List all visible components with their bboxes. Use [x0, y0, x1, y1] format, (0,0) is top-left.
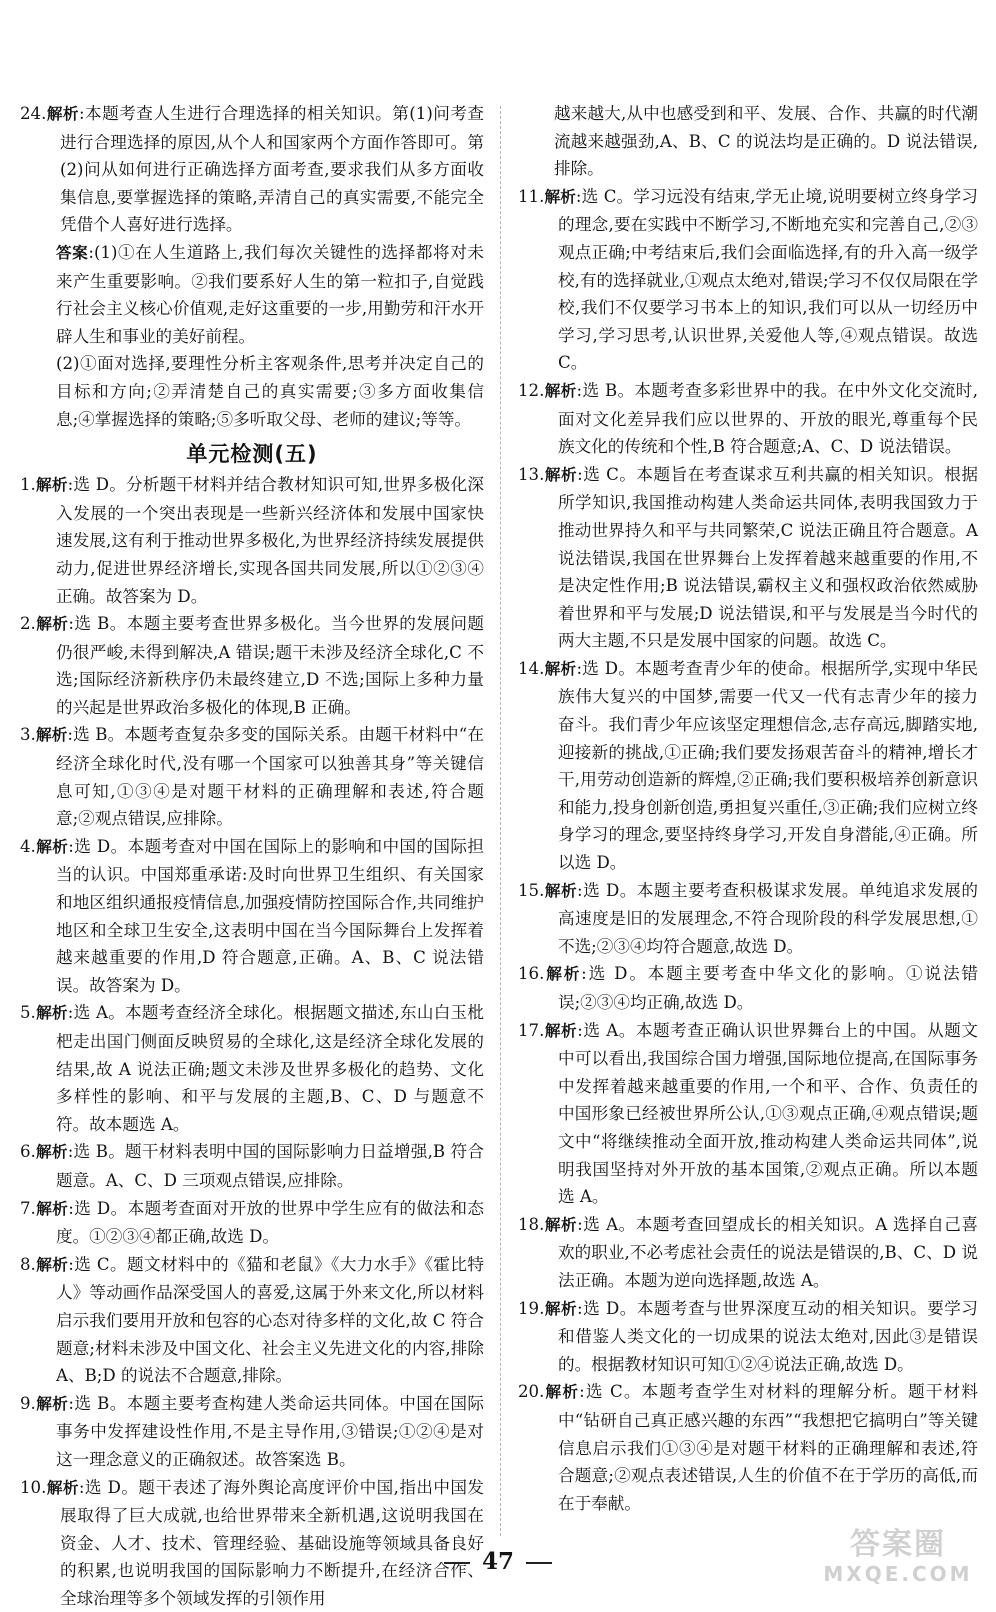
item-number: 20.	[518, 1382, 544, 1401]
answer-item-15	[518, 877, 978, 961]
answer-item-1	[20, 471, 484, 610]
analysis-text: :选 D。分析题干材料并结合教材知识可知,世界多极化深入发展的一个突出表现是一些新兴经济体和发展中国家快速发展,这有利于推动世界多极化,为世界经济持续发展提供动力,促进世界经济增长,实现各国共同发展,所以①②③④正确。故答案为 D。	[56, 475, 484, 605]
item-number: 18.	[518, 1215, 544, 1234]
item-number: 17.	[518, 1021, 544, 1040]
right-column	[518, 100, 978, 1517]
analysis-text: :选 D。本题考查青少年的使命。根据所学,实现中华民族伟大复兴的中国梦,需要一代又一代有志青少年的接力奋斗。我们青少年应该坚定理想信念,志存高远,脚踏实地,迎接新的挑战,①正确;我们要发扬艰苦奋斗的精神,增长才干,用劳动创造新的辉煌,②正确;我们要积极培养创新意识和能力,投身创新创造,勇担复兴重任,③正确;我们应树立终身学习的理念,要坚持终身学习,开发自身潜能,④正确。所以选 D。	[558, 659, 978, 872]
answer-label: 答案	[56, 244, 88, 262]
item-number: 13.	[518, 465, 544, 484]
item-number: 11.	[518, 187, 544, 206]
analysis-label: 解析	[36, 1200, 68, 1218]
answer-item-10	[20, 1474, 484, 1612]
item-number: 16.	[518, 964, 544, 983]
analysis-text: :选 B。本题考查多彩世界中的我。在中外文化交流时,面对文化差异我们应以世界的、开放的眼光,尊重每个民族文化的传统和个性,B 符合题意;A、C、D 说法错误。	[558, 381, 978, 456]
answer-item-14	[518, 655, 978, 877]
analysis-label: 解析	[36, 476, 68, 494]
answer-item-5	[20, 999, 484, 1138]
answer-item-8	[20, 1251, 484, 1390]
footer-dash-left	[444, 1562, 470, 1564]
item-number: 3.	[20, 725, 36, 744]
item-number: 19.	[518, 1299, 544, 1318]
answer-item-6	[20, 1138, 484, 1194]
analysis-text: :选 D。本题主要考查中华文化的影响。①说法错误;②③④均正确,故选 D。	[558, 964, 978, 1012]
analysis-label: 解析	[36, 726, 68, 744]
analysis-label: 解析	[544, 188, 576, 206]
item-number: 2.	[20, 614, 36, 633]
analysis-text: :选 C。本题考查学生对材料的理解分析。题干材料中“钻研自己真正感兴趣的东西”“我想把它搞明白”等关键信息启示我们①③④是对题干材料的正确理解和表述,符合题意;②观点表述错误,人生的价值不在于学历的高低,而在于奉献。	[558, 1382, 978, 1512]
analysis-label: 解析	[544, 1216, 577, 1234]
analysis-text: :选 D。本题考查对中国在国际上的影响和中国的国际担当的认识。中国郑重承诺:及时向世界卫生组织、有关国家和地区组织通报疫情信息,加强疫情防控国际合作,共同维护地区和全球卫生安全,这表明中国在当今国际舞台上发挥着越来越重要的作用,D 符合题意,正确。A、B、C 说法错误。故答案为 D。	[56, 837, 484, 995]
analysis-text: :选 D。本题考查与世界深度互动的相关知识。要学习和借鉴人类文化的一切成果的说法太绝对,因此③是错误的。根据教材知识可知①②④说法正确,故选 D。	[558, 1299, 978, 1374]
item-number: 4.	[20, 837, 36, 856]
analysis-label: 解析	[544, 1022, 577, 1040]
answer-item-24	[20, 100, 484, 239]
answer-item-2	[20, 610, 484, 721]
analysis-text: :选 A。本题考查回望成长的相关知识。A 选择自己喜欢的职业,不必考虑社会责任的说法是错误的,B、C、D 说法正确。本题为逆向选择题,故选 A。	[558, 1215, 978, 1290]
answer-item-13	[518, 461, 978, 655]
answer-item-12	[518, 377, 978, 461]
analysis-text: :选 A。本题考查正确认识世界舞台上的中国。从题文中可以看出,我国综合国力增强,国际地位提高,在国际事务中发挥着越来越重要的作用,一个和平、合作、负责任的中国形象已经被世界所公认,①③观点正确,④观点错误;题文中“将继续推动全面开放,推动构建人类命运共同体”,说明我国坚持对外开放的基本国策,②观点正确。所以本题选 A。	[558, 1021, 978, 1207]
analysis-label: 解析	[544, 466, 577, 484]
item-number: 10.	[20, 1478, 46, 1497]
analysis-label: 解析	[36, 1256, 68, 1274]
analysis-label: 解析	[36, 838, 68, 856]
analysis-label: 解析	[36, 615, 69, 633]
item-number: 12.	[518, 381, 544, 400]
answer-text-2: (2)①面对选择,要理性分析主客观条件,思考并决定自己的目标和方向;②弄清楚自己的真实需要;③多方面收集信息;④掌握选择的策略;⑤多听取父母、老师的建议;等等。	[56, 354, 484, 428]
analysis-text: :选 C。题文材料中的《猫和老鼠》《大力水手》《霍比特人》等动画作品深受国人的喜爱,这属于外来文化,所以材料启示我们要用开放和包容的心态对待多样的文化,故 C 符合题意;材料未涉及中国文化、社会主义先进文化的内容,排除 A、B;D 的说法不合题意,排除。	[56, 1255, 484, 1385]
analysis-text: :选 D。本题考查面对开放的世界中学生应有的做法和态度。①②③④都正确,故选 D。	[56, 1199, 484, 1247]
analysis-label: 解析	[544, 1300, 577, 1318]
item-number: 8.	[20, 1255, 36, 1274]
analysis-label: 解析	[544, 965, 581, 983]
answer-item-18	[518, 1211, 978, 1295]
item-number: 15.	[518, 881, 544, 900]
watermark-text-top: 答案圈	[818, 1528, 978, 1562]
answer-block-part2	[20, 350, 484, 433]
answer-block-part1	[20, 239, 484, 350]
answer-item-16	[518, 960, 978, 1016]
footer-dash-right	[526, 1562, 552, 1564]
analysis-label: 解析	[36, 1395, 69, 1413]
continuation-text: 越来越大,从中也感受到和平、发展、合作、共赢的时代潮流越来越强劲,A、B、C 的说法均是正确的。D 说法错误,排除。	[554, 104, 978, 178]
column-divider	[500, 106, 501, 1536]
answer-item-19	[518, 1295, 978, 1379]
item-number: 24.	[20, 104, 46, 123]
analysis-text: :选 B。本题考查复杂多变的国际关系。由题干材料中“在经济全球化时代,没有哪一个国家可以独善其身”等关键信息可知,①③④是对题干材料的正确理解和表述,符合题意;②观点错误,应排除。	[56, 725, 484, 828]
answer-item-4	[20, 833, 484, 1000]
answer-item-20	[518, 1378, 978, 1517]
analysis-label: 解析	[46, 1479, 78, 1497]
item-number: 5.	[20, 1003, 36, 1022]
answer-item-10-continued	[518, 100, 978, 183]
answer-item-9	[20, 1390, 484, 1474]
answer-item-17	[518, 1017, 978, 1211]
item-number: 7.	[20, 1199, 36, 1218]
analysis-text: :选 B。题干材料表明中国的国际影响力日益增强,B 符合题意。A、C、D 三项观点错误,应排除。	[56, 1142, 484, 1190]
analysis-label: 解析	[36, 1004, 68, 1022]
analysis-text: :选 C。学习远没有结束,学无止境,说明要树立终身学习的理念,要在实践中不断学习,不断地充实和完善自己,②③观点正确;中考结束后,我们会面临选择,有的升入高一级学校,有的选择就业,①观点太绝对,错误;学习不仅仅局限在学校,我们不仅要学习书本上的知识,我们可以从一切经历中学习,学习思考,认识世界,关爱他人等,④观点错误。故选 C。	[558, 187, 978, 373]
item-number: 14.	[518, 659, 544, 678]
analysis-text: :本题考查人生进行合理选择的相关知识。第(1)问考查进行合理选择的原因,从个人和国家两个方面作答即可。第(2)问从如何进行正确选择方面考查,要求我们从多方面收集信息,要掌握选择的策略,弄清自己的真实需要,不能完全凭借个人喜好进行选择。	[60, 104, 484, 234]
item-number: 9.	[20, 1394, 36, 1413]
item-number: 1.	[20, 475, 36, 494]
answer-text-1: :(1)①在人生道路上,我们每次关键性的选择都将对未来产生重要影响。②我们要系好人生的第一粒扣子,自觉践行社会主义核心价值观,走好这重要的一步,用勤劳和汗水开辟人生和事业的美好前程。	[56, 243, 484, 346]
answer-item-3	[20, 721, 484, 832]
page-number: 47	[482, 1548, 514, 1575]
analysis-text: :选 C。本题旨在考查谋求互利共赢的相关知识。根据所学知识,我国推动构建人类命运共同体,表明我国致力于推动世界持久和平与共同繁荣,C 说法正确且符合题意。A 说法错误,我国在世界舞台上发挥着越来越重要的作用,不是决定性作用;B 说法错误,霸权主义和强权政治依然威胁着世界和平与发展;D 说法错误,和平与发展是当今时代的两大主题,不只是发展中国家的问题。故选 C。	[558, 465, 978, 651]
analysis-text: :选 D。题干表述了海外舆论高度评价中国,指出中国发展取得了巨大成就,也给世界带来全新机遇,这说明我国在资金、人才、技术、管理经验、基础设施等领域具备良好的积累,也说明我国的国际影响力不断提升,在经济合作、全球治理等多个领域发挥的引领作用	[60, 1478, 484, 1608]
analysis-label: 解析	[544, 382, 576, 400]
analysis-label: 解析	[544, 660, 576, 678]
analysis-label: 解析	[36, 1143, 68, 1161]
analysis-label: 解析	[544, 1383, 579, 1401]
answer-item-11	[518, 183, 978, 377]
left-column	[20, 100, 484, 1612]
analysis-text: :选 B。本题主要考查世界多极化。当今世界的发展问题仍很严峻,未得到解决,A 错误;题干未涉及经济全球化,C 不选;国际经济新秩序仍未最终建立,D 不选;国际上多种力量的兴起是世界政治多极化的体现,B 正确。	[56, 614, 484, 717]
watermark-logo	[818, 1528, 978, 1592]
watermark-text-bottom: MXQE.COM	[818, 1562, 978, 1586]
analysis-text: :选 D。本题主要考查积极谋求发展。单纯追求发展的高速度是旧的发展理念,不符合现阶段的科学发展思想,①不选;②③④均符合题意,故选 D。	[558, 881, 978, 956]
analysis-text: :选 B。本题主要考查构建人类命运共同体。中国在国际事务中发挥建设性作用,不是主导作用,③错误;①②④是对这一理念意义的正确叙述。故答案选 B。	[56, 1394, 484, 1469]
analysis-label: 解析	[544, 882, 577, 900]
analysis-text: :选 A。本题考查经济全球化。根据题文描述,东山白玉枇杷走出国门侧面反映贸易的全球化,这是经济全球化发展的结果,故 A 说法正确;题文未涉及世界多极化的趋势、文化多样性的影响、和平与发展的主题,B、C、D 与题意不符。故本题选 A。	[56, 1003, 484, 1133]
item-number: 6.	[20, 1142, 36, 1161]
answer-item-7	[20, 1195, 484, 1251]
analysis-label: 解析	[46, 105, 79, 123]
section-title: 单元检测(五)	[20, 439, 484, 469]
